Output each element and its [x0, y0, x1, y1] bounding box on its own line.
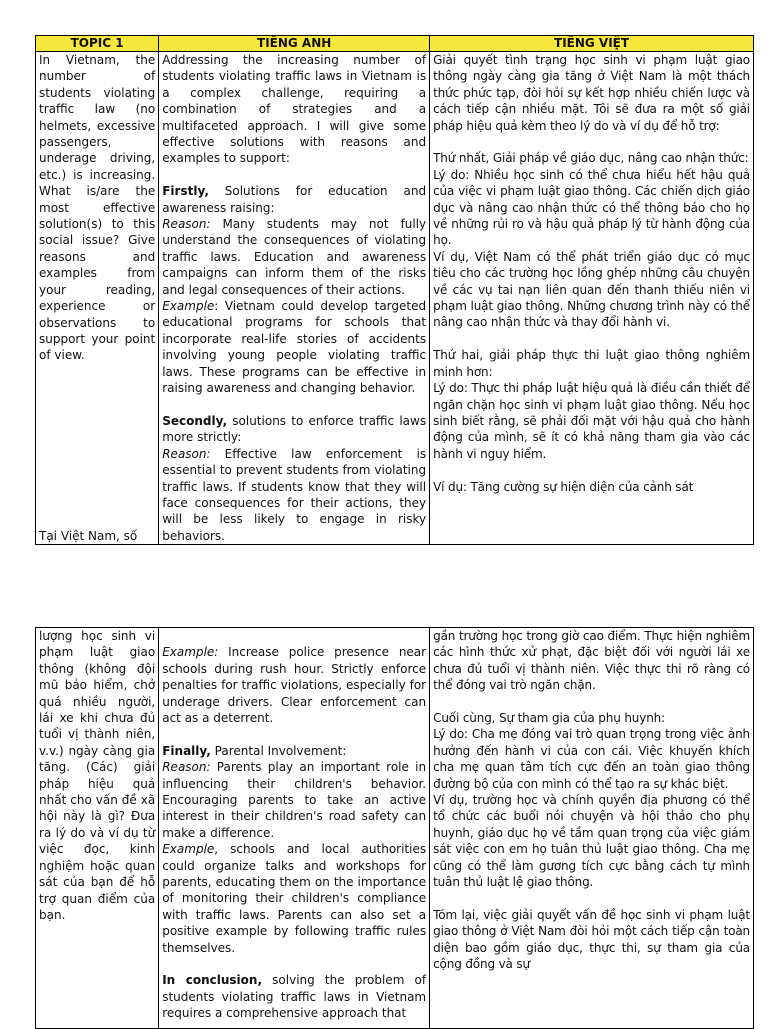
vi-example-1: Ví dụ, Việt Nam có thể phát triển giáo dục có mục tiêu cho các trường học lồng ghép những câu chuyện về các vụ tai nạn liên quan đến thanh thiếu niên vi phạm luật giao thông. Những chương trình này có thể nâng cao nhận thức và thay đổi hành vi.: [433, 249, 750, 330]
en-example-2-text: Increase police presence near schools during rush hour. Strictly enforce penalties for traffic violations, especially for underage drivers. Clear enforcement can act as a deterrent.: [162, 645, 427, 726]
en-reason-1-text: Many students may not fully understand the consequences of violating traffic laws. Education and awareness campaigns can inform them of the risks and legal consequences of their actions.: [162, 217, 427, 297]
en-reason-3-text: Parents play an important role in influencing their children's behavior. Encouraging parents to take an active interest in their children's road safety can make a difference.: [162, 760, 427, 840]
content-row: [36, 52, 754, 545]
vi-example-2-cont: gần trường học trong giờ cao điểm. Thực hiện nghiêm các hình thức xử phạt, đặc biệt đối với người lái xe chưa đủ tuổi vị thành niên. Việc thực thi rõ ràng có thể đóng vai trò ngăn chặn.: [433, 629, 750, 693]
header-row: [36, 36, 754, 52]
vi-reason-1: Lý do: Nhiều học sinh có thể chưa hiểu hết hậu quả của việc vi phạm luật giao thông. Các chiến dịch giáo dục và nâng cao nhận thức có thể thông báo cho họ về những rủi ro và hậu quả pháp lý từ hành động của họ.: [433, 167, 750, 248]
en-finally-text: Parental Involvement:: [210, 743, 347, 758]
en-firstly-label: Firstly,: [162, 184, 209, 199]
english-cell-continued: [159, 628, 430, 1029]
vietnamese-cell-continued: [430, 628, 754, 1029]
en-secondly-text: solutions to enforce traffic laws more strictly:: [162, 413, 427, 445]
topic-prompt-vi-start: Tại Việt Nam, số: [39, 528, 138, 543]
en-example-3-label: Example: [162, 842, 215, 857]
en-example-3: [162, 841, 426, 956]
en-reason-2-label: Reason:: [162, 446, 211, 461]
vi-reason-3: Lý do: Cha mẹ đóng vai trò quan trọng trong việc ảnh hưởng đến hành vi của con cái. Việc khuyến khích cha mẹ quan tâm tích cực đến an toàn giao thông đường bộ của con mình có thể tạo ra sự khác biệt.: [433, 727, 750, 791]
en-firstly-text: Solutions for education and awareness raising:: [162, 184, 427, 215]
en-intro: Addressing the increasing number of students violating traffic laws in Vietnam is a complex challenge, requiring a combination of strategies and a multifaceted approach. I will give some effective solutions with reasons and examples to support:: [162, 53, 427, 166]
en-example-2: [162, 644, 426, 726]
essay-table-bottom: [35, 627, 754, 1029]
topic-prompt-en: In Vietnam, the number of students violating traffic law (no helmets, excessive passengers, underage driving, etc.) is increasing. What is/are the most effective solution(s) to this social issue? Give reasons and examples from your reading, experience or observations to support your point of view.: [39, 53, 156, 363]
content-row-continued: [36, 628, 754, 1029]
en-example-2-label: Example:: [162, 645, 219, 660]
en-reason-3: [162, 759, 426, 841]
en-example-3-text: , schools and local authorities could organize talks and workshops for parents, educating them on the importance of monitoring their children's compliance with traffic laws. Parents can also set a positive example by following traffic rules themselves.: [162, 842, 427, 955]
en-secondly: [162, 413, 426, 446]
en-reason-3-label: Reason:: [162, 760, 211, 775]
header-topic: TOPIC 1: [36, 36, 159, 52]
en-reason-2: [162, 446, 426, 544]
english-cell: [159, 52, 430, 545]
en-example-1-label: Example: [162, 299, 215, 314]
en-reason-1-label: Reason:: [162, 217, 211, 232]
vi-example-2-start: Ví dụ: Tăng cường sự hiện diện của cảnh sát: [433, 479, 694, 494]
vi-first: Thứ nhất, Giải pháp về giáo dục, nâng cao nhận thức:: [433, 151, 749, 166]
en-finally: [162, 743, 426, 759]
header-vietnamese: TIẾNG VIỆT: [430, 36, 754, 52]
vi-conclusion: Tóm lại, việc giải quyết vấn đề học sinh vi phạm luật giao thông ở Việt Nam đòi hỏi một cách tiếp cận toàn diện bao gồm giáo dục, thực thi, sự tham gia của cộng đồng và sự: [433, 907, 750, 972]
vi-intro: Giải quyết tình trạng học sinh vi phạm luật giao thông ngày càng gia tăng ở Việt Nam là một thách thức phức tạp, đòi hỏi sự kết hợp nhiều chiến lược và cách tiếp cận nhiều mặt. Tôi sẽ đưa ra một số giải pháp hiệu quả kèm theo lý do và ví dụ để hỗ trợ:: [433, 53, 750, 133]
vi-example-3: Ví dụ, trường học và chính quyền địa phương có thể tổ chức các buổi nói chuyện và hội thảo cho phụ huynh, giáo dục họ về tầm quan trọng của việc giám sát việc con em họ tuân thủ luật giao thông. Cha mẹ cũng có thể làm gương tích cực bằng cách tự mình tuân thủ luật lệ giao thông.: [433, 793, 750, 890]
topic-cell-continued: [36, 628, 159, 1029]
en-finally-label: Finally,: [162, 743, 211, 758]
en-firstly: [162, 183, 426, 216]
vi-reason-2: Lý do: Thực thi pháp luật hiệu quả là điều cần thiết để ngăn chặn học sinh vi phạm luật giao thông. Nếu học sinh biết rằng, sẽ phải đối mặt với hậu quả cho hành động của mình, sẽ ít có khả năng tham gia vào các hành vi nguy hiểm.: [433, 381, 750, 461]
topic-prompt-vi: lượng học sinh vi phạm luật giao thông (không đội mũ bảo hiểm, chở quá nhiều người, lái xe khi chưa đủ tuổi vị thành niên, v.v.) ngày càng gia tăng. (Các) giải pháp hiệu quả nhất cho vấn đề xã hội này là gì? Đưa ra lý do và ví dụ từ việc đọc, kinh nghiệm hoặc quan sát của bạn để hỗ trợ quan điểm của bạn.: [39, 629, 156, 922]
en-example-1: [162, 298, 426, 396]
en-reason-1: [162, 216, 426, 298]
en-conclusion-text: solving the problem of students violating traffic laws in Vietnam requires a comprehensive approach that: [162, 973, 427, 1021]
en-example-1-text: : Vietnam could develop targeted educational programs for schools that incorporate real-life stories of accidents involving young people violating traffic laws. These programs can be effective in raising awareness and changing behavior.: [162, 299, 427, 396]
en-conclusion-label: In conclusion,: [162, 973, 263, 988]
en-secondly-label: Secondly,: [162, 413, 228, 428]
vi-second: Thứ hai, giải pháp thực thi luật giao thông nghiêm minh hơn:: [433, 348, 750, 379]
vi-finally: Cuối cùng, Sự tham gia của phụ huynh:: [433, 711, 665, 726]
topic-cell: [36, 52, 159, 545]
essay-table-top: [35, 35, 754, 545]
vietnamese-cell: [430, 52, 754, 545]
en-conclusion: [162, 972, 426, 1021]
header-english: TIẾNG ANH: [159, 36, 430, 52]
en-reason-2-text: Effective law enforcement is essential to prevent students from violating traffic laws. If students know that they will face consequences for their actions, they will be less likely to engage in risky behaviors.: [162, 446, 427, 543]
